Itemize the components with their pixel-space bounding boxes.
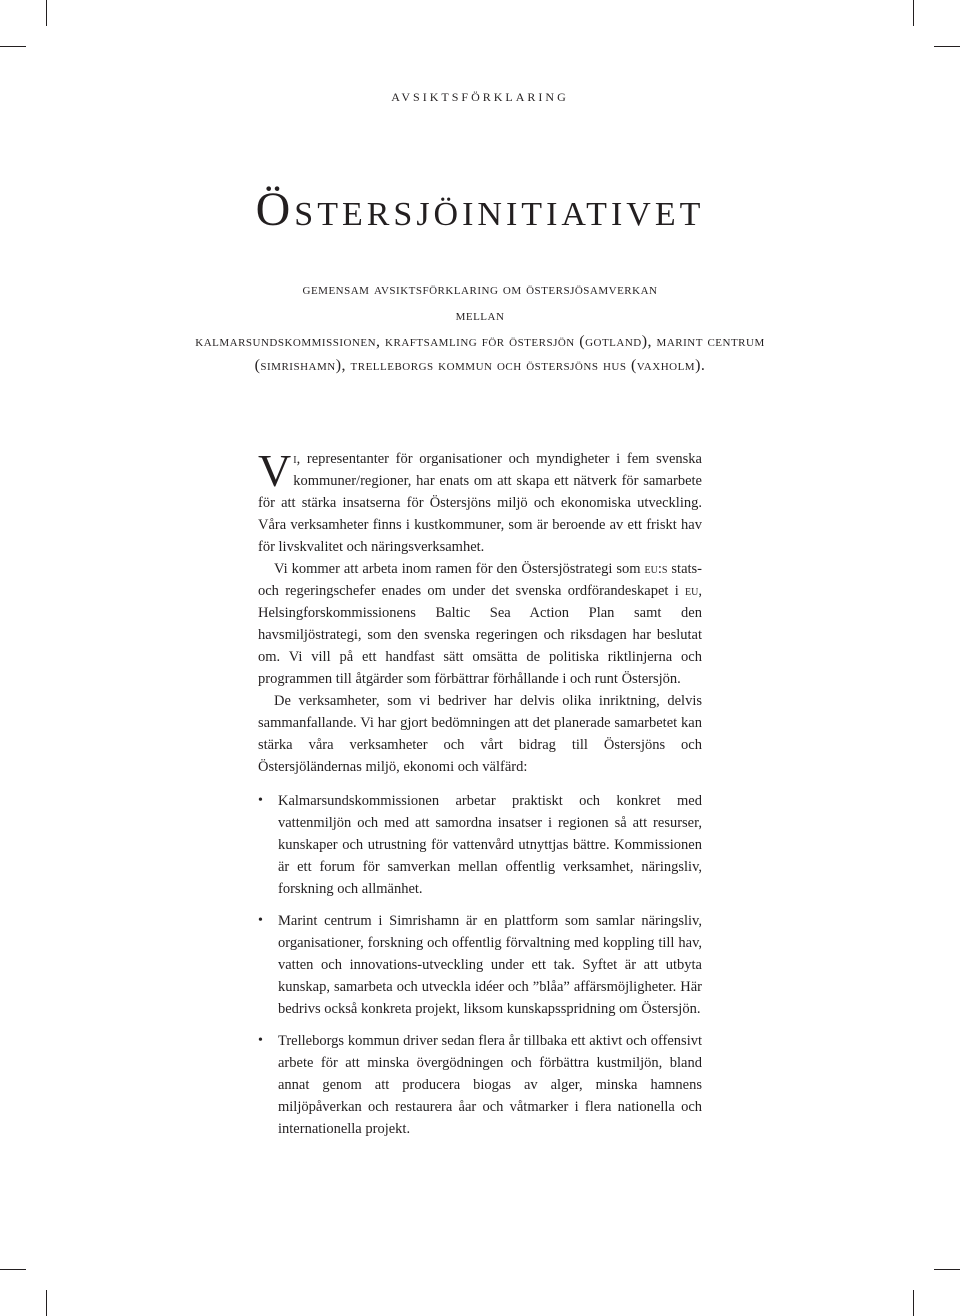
subtitle-line-4: (simrishamn), trelleborgs kommun och östersjöns hus (vaxholm). xyxy=(254,357,706,374)
list-item: • Kalmarsundskommissionen arbetar praktiskt och konkret med vattenmiljön och med att samordna insatser i regionen så att resurser, kunskaper och utrustning för vattenvård utnyttjas bättre. Kommissionen är ett forum för samverkan mellan offentlig verksamhet, näringsliv, forskning och allmänhet. xyxy=(258,790,702,900)
crop-mark-bottom-left-v xyxy=(46,1290,47,1316)
intro-paragraph xyxy=(258,445,702,558)
section-kicker: avsiktsförklaring xyxy=(391,86,569,105)
bullet-icon: • xyxy=(258,1033,263,1048)
crop-mark-bottom-left-h xyxy=(0,1269,26,1270)
intro-text: representanter för organisationer och myndigheter i fem svenska kommuner/regioner, har enats om att skapa ett nätverk för samarbete för att stärka insatserna för Östersjöns miljö och ekonomiska utveckling. Våra verksamheter finns i kustkommuner, som är beroende av ett friskt hav för livskvalitet och näringsverksamhet. xyxy=(258,451,702,555)
body-text xyxy=(258,445,703,1150)
paragraph-strategy: Vi kommer att arbeta inom ramen för den Östersjöstrategi som eu:s stats- och regeringschefer enades om under det svenska ordförandeskapet i eu, Helsingforskommissionens Baltic Sea Action Plan samt den havsmiljöstrategi, som den svenska regeringen och riksdagen har beslutat om. Vi vill på ett handfast sätt omsätta de politiska riktlinjerna och programmen till åtgärder som förbättrar förhållande i och runt Östersjön. xyxy=(258,561,703,687)
eu-abbrev: eu xyxy=(685,583,699,599)
subtitle-line-2: mellan xyxy=(455,307,505,324)
intro-lead: i, xyxy=(293,451,301,467)
crop-mark-bottom-right-h xyxy=(934,1269,960,1270)
crop-mark-top-right-h xyxy=(934,46,960,47)
list-item: • Marint centrum i Simrishamn är en plattform som samlar näringsliv, organisationer, forskning och offentlig förvaltning med koppling till hav, vatten och innovations-utveckling under ett tak. Syftet är att utbyta kunskap, samarbeta och utveckla idéer och ”blåa” affärsmöjligheter. Här bedrivs också konkreta projekt, liksom kunskapsspridning om Östersjön. xyxy=(258,910,702,1020)
crop-mark-top-left-v xyxy=(46,0,47,26)
bullet-list xyxy=(258,790,702,1140)
paragraph-activities: De verksamheter, som vi bedriver har delvis olika inriktning, delvis sammanfallande. Vi har gjort bedömningen att det planerade samarbetet kan stärka våra verksamheter och vårt bidrag till Östersjöns och Östersjöländernas miljö, ekonomi och välfärd: xyxy=(258,693,702,775)
bullet-icon: • xyxy=(258,793,263,808)
crop-mark-bottom-right-v xyxy=(913,1290,914,1316)
crop-mark-top-right-v xyxy=(913,0,914,26)
page-title: Östersjöinitiativet xyxy=(255,183,705,236)
subtitle-line-3: kalmarsundskommissionen, kraftsamling för östersjön (gotland), marint centrum xyxy=(195,333,765,350)
list-item: • Trelleborgs kommun driver sedan flera år tillbaka ett aktivt och offensivt arbete för att minska övergödningen och förbättra kustmiljön, bland annat genom att producera biogas av alger, minska hamnens miljöpåverkan och restaurera åar och våtmarker i flera nationella och internationella projekt. xyxy=(258,1030,702,1140)
crop-mark-top-left-h xyxy=(0,46,26,47)
eu-abbrev: eu:s xyxy=(644,561,668,577)
bullet-icon: • xyxy=(258,913,263,928)
drop-cap: V xyxy=(258,445,292,496)
subtitle-line-1: gemensam avsiktsförklaring om östersjösamverkan xyxy=(302,281,658,298)
